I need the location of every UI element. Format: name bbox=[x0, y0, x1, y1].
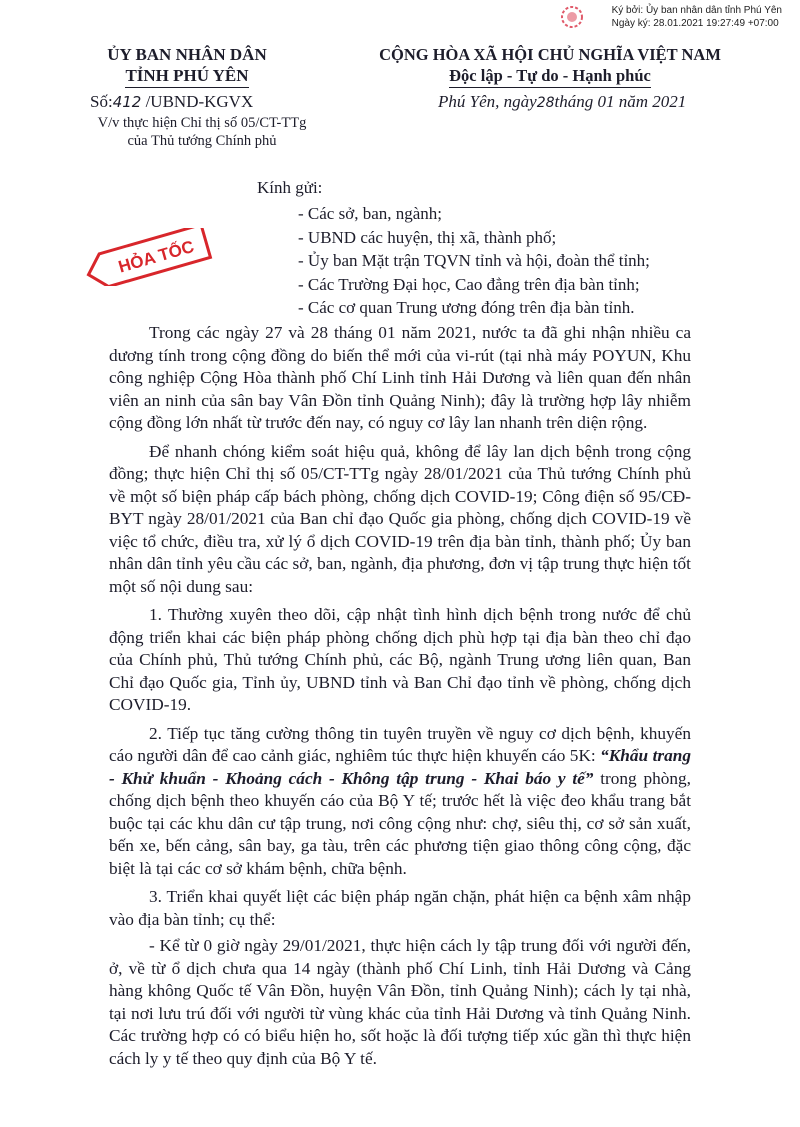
issuer-line-2: TỈNH PHÚ YÊN bbox=[125, 65, 248, 88]
paragraph-item-3-detail: - Kể từ 0 giờ ngày 29/01/2021, thực hiện cách ly tập trung đối với người đến, ở, về từ ổ dịch chưa qua 14 ngày (thành phố Chí Linh, tỉnh Hải Dương và Cảng hàng không Quốc tế Vân Đồn, huyện Vân Đồn, tỉnh Quảng Ninh); cách ly tại nhà, tại nơi lưu trú đối với người từ vùng khác của tỉnh Hải Dương và tỉnh Quảng Ninh. Các trường hợp có có biểu hiện ho, sốt hoặc là đối tượng tiếp xúc gần thì thực hiện cách ly y tế theo quy định của Bộ Y tế. bbox=[109, 936, 691, 1068]
5k-slogan: “Khẩu trang - Khử khuẩn - Khoảng cách - Không tập trung - Khai báo y tế” bbox=[109, 746, 691, 788]
doc-number-suffix: /UBND-KGVX bbox=[141, 92, 254, 111]
digital-signature-info bbox=[612, 4, 782, 30]
doc-number-handwritten: 412 bbox=[112, 93, 142, 111]
subject-line-1: V/v thực hiện Chỉ thị số 05/CT-TTg bbox=[97, 115, 307, 131]
date-day-handwritten: 28 bbox=[536, 95, 555, 111]
recipient-item: - Các Trường Đại học, Cao đẳng trên địa bàn tỉnh; bbox=[298, 274, 640, 294]
digital-signature-seal-icon bbox=[559, 4, 585, 30]
paragraph-item-3: 3. Triển khai quyết liệt các biện pháp ngăn chặn, phát hiện ca bệnh xâm nhập vào địa bàn tỉnh; cụ thể: bbox=[109, 887, 691, 929]
item-2-intro: 2. Tiếp tục tăng cường thông tin tuyên truyền về nguy cơ dịch bệnh, khuyến cáo người dân để cao cảnh giác, nghiêm túc thực hiện khuyến cáo 5K: bbox=[109, 723, 691, 765]
date-before: Phú Yên, ngày bbox=[438, 92, 537, 111]
signature-date: Ngày ký: 28.01.2021 19:27:49 +07:00 bbox=[611, 18, 779, 29]
urgent-stamp-text: HỎA TỐC bbox=[116, 236, 197, 277]
subject bbox=[72, 114, 332, 150]
recipient-item: - Các cơ quan Trung ương đóng trên địa bàn tỉnh. bbox=[298, 298, 635, 317]
date-after: tháng 01 năm 2021 bbox=[554, 92, 687, 111]
recipient-list bbox=[298, 202, 650, 320]
document-number bbox=[90, 92, 253, 112]
recipient-item: - Các sở, ban, ngành; bbox=[298, 204, 443, 223]
national-header bbox=[350, 44, 750, 88]
recipient-item: - Ủy ban Mặt trận TQVN tỉnh và hội, đoàn thể tỉnh; bbox=[298, 251, 650, 270]
paragraph-directive: Để nhanh chóng kiểm soát hiệu quả, không để lây lan dịch bệnh trong cộng đồng; thực hiện Chỉ thị số 05/CT-TTg ngày 28/01/2021 của Thủ tướng Chính phủ về một số biện pháp cấp bách phòng, chống dịch COVID-19; Công điện số 95/CĐ-BYT ngày 28/01/2021 của Ban chỉ đạo Quốc gia phòng, chống dịch COVID-19 về việc tổ chức, điều tra, xử lý ổ dịch COVID-19 trên địa bàn tỉnh, thành phố; Ủy ban nhân dân tỉnh yêu cầu các sở, ban, ngành, địa phương, đơn vị tập trung thực hiện tốt một số nội dung sau: bbox=[109, 441, 691, 596]
paragraph-item-2 bbox=[109, 723, 691, 881]
doc-number-prefix: Số: bbox=[90, 92, 113, 111]
greeting: Kính gửi: bbox=[257, 178, 323, 197]
issuer-header bbox=[72, 44, 302, 88]
paragraph-item-1: 1. Thường xuyên theo dõi, cập nhật tình hình dịch bệnh trong nước để chủ động triển khai các biện pháp phòng chống dịch phù hợp tại địa bàn theo chỉ đạo của Chính phủ, Thủ tướng Chính phủ, các Bộ, ngành Trung ương liên quan, Ban Chỉ đạo Quốc gia, Tỉnh ủy, UBND tỉnh và Ban Chỉ đạo tỉnh về phòng, chống dịch COVID-19. bbox=[109, 605, 691, 714]
document-body bbox=[109, 322, 691, 1076]
urgent-stamp bbox=[80, 228, 220, 286]
subject-line-2: của Thủ tướng Chính phủ bbox=[127, 133, 277, 149]
issue-date bbox=[438, 92, 686, 112]
signature-signer: Ký bởi: Ủy ban nhân dân tỉnh Phú Yên bbox=[611, 5, 782, 16]
national-title: CỘNG HÒA XÃ HỘI CHỦ NGHĨA VIỆT NAM bbox=[379, 45, 721, 64]
national-motto: Độc lập - Tự do - Hạnh phúc bbox=[449, 65, 651, 88]
issuer-line-1: ỦY BAN NHÂN DÂN bbox=[107, 45, 267, 64]
item-2-rest: trong phòng, chống dịch bệnh theo khuyến cáo của Bộ Y tế; trước hết là việc đeo khẩu trang bắt buộc tại các khu dân cư tập trung, nơi công cộng như: chợ, siêu thị, cơ sở sản xuất, bến xe, bến cảng, sân bay, ga tàu, trên các phương tiện giao thông công cộng, đặc biệt là tại các cơ sở khám bệnh, chữa bệnh. bbox=[109, 768, 691, 878]
recipient-item: - UBND các huyện, thị xã, thành phố; bbox=[298, 227, 557, 247]
paragraph-context: Trong các ngày 27 và 28 tháng 01 năm 2021, nước ta đã ghi nhận nhiều ca dương tính trong cộng đồng do biến thể mới của vi-rút (tại nhà máy POYUN, Khu công nghiệp Cộng Hòa thành phố Chí Linh tỉnh Hải Dương và liên quan đến nhân viên an ninh của sân bay Vân Đồn tỉnh Quảng Ninh); đây là trường hợp lây nhiễm cộng đồng lớn nhất từ trước đến nay, có nguy cơ lây lan nhanh trên diện rộng. bbox=[109, 323, 691, 432]
